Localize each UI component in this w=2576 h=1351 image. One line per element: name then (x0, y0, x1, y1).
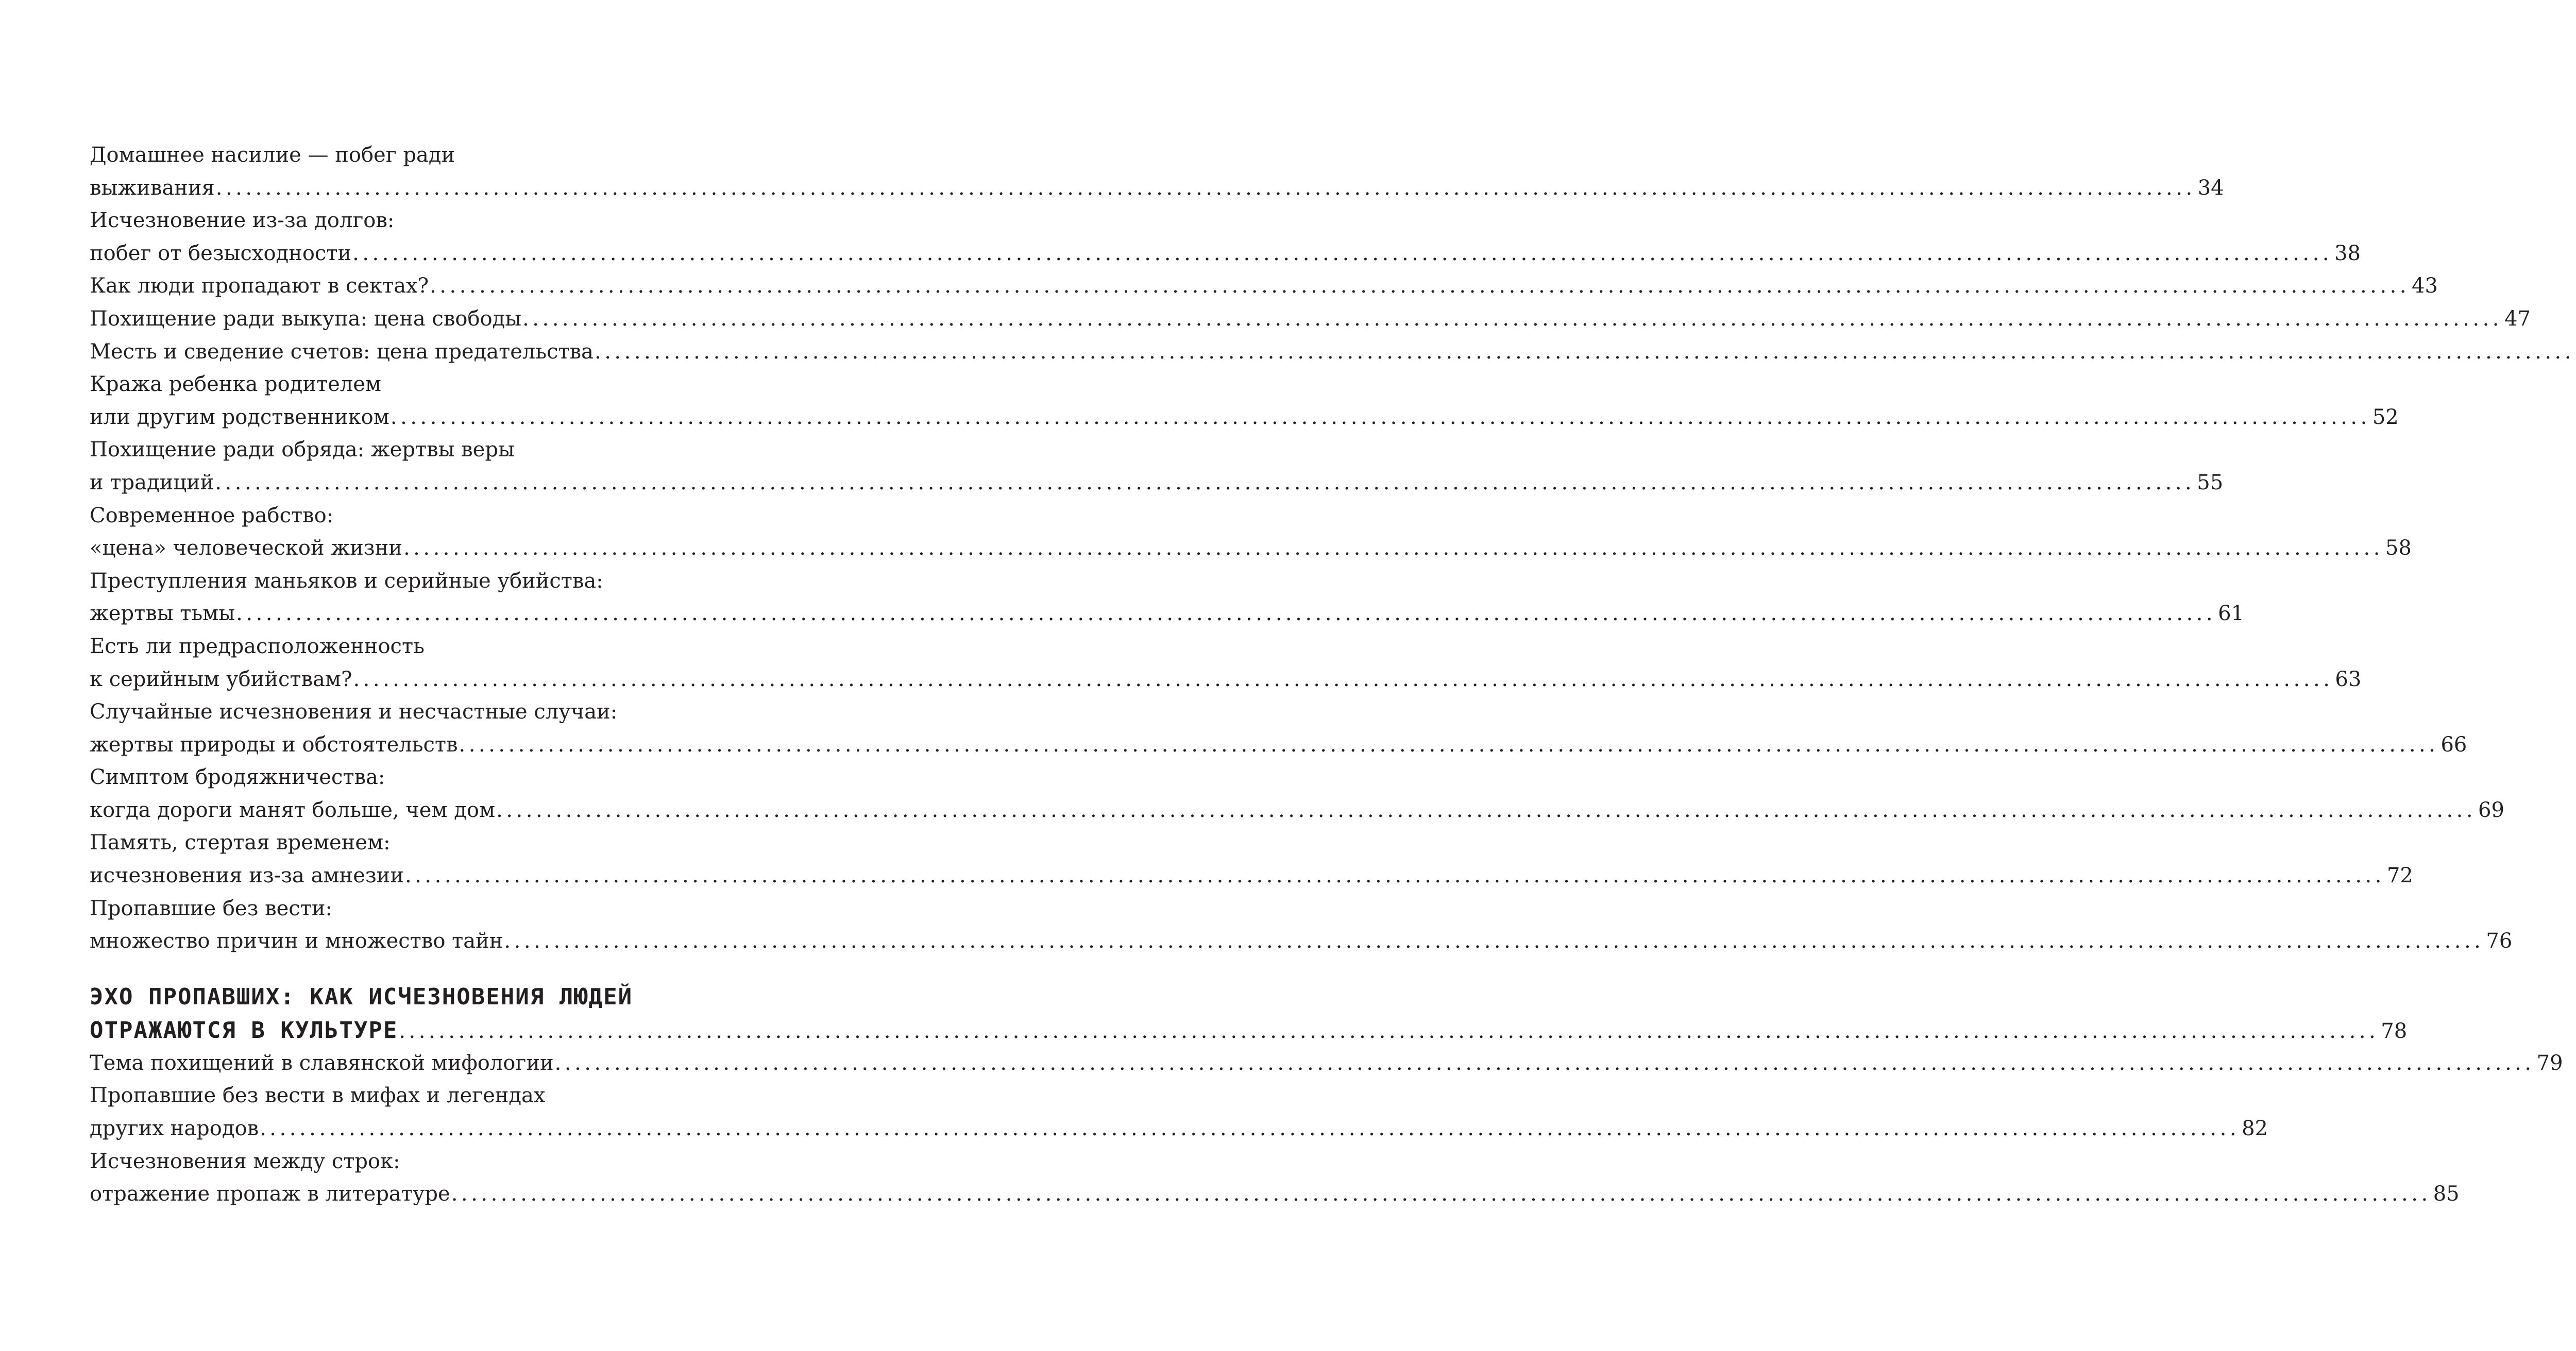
page-number: 72 (2386, 864, 2413, 888)
toc-entry[interactable] (90, 893, 2513, 958)
dot-leader: ........................................................................................................................................................................................................ (459, 732, 2439, 757)
page-number: 43 (2412, 274, 2438, 298)
page-number: 78 (2381, 1019, 2408, 1043)
entry-title-text: Похищение ради обряда: жертвы веры (90, 438, 515, 462)
toc-entry-last-line (90, 467, 2224, 500)
entry-title-text: к серийным убийствам? (90, 667, 352, 691)
page-number: 55 (2197, 470, 2224, 494)
page-number: 82 (2242, 1117, 2268, 1141)
page-number: 61 (2218, 602, 2245, 626)
toc-entry-last-line (90, 336, 2574, 369)
toc-heading-entry[interactable] (90, 980, 2408, 1047)
entry-title-text: жертвы природы и обстоятельств (90, 732, 458, 757)
toc-entry[interactable] (90, 368, 2399, 434)
toc-entry[interactable] (90, 630, 2362, 696)
page-number: 34 (2197, 176, 2224, 200)
dot-leader: ........................................................................................................................................................................................................ (236, 602, 2216, 626)
entry-title-text: Пропавшие без вести: (90, 896, 332, 920)
toc-entry[interactable] (90, 565, 2245, 630)
toc-entry[interactable] (90, 500, 2412, 565)
table-of-contents (90, 139, 2574, 1211)
toc-entry-last-line (90, 1178, 2460, 1211)
toc-entry[interactable] (90, 303, 2531, 336)
dot-leader: ........................................................................................................................................................................................................ (554, 1051, 2535, 1075)
dot-leader: ........................................................................................................................................................................................................ (215, 176, 2196, 200)
toc-entry-last-line (90, 1014, 2408, 1047)
dot-leader: ........................................................................................................................................................................................................ (215, 470, 2195, 494)
entry-title-text: «цена» человеческой жизни (90, 536, 402, 560)
entry-title-text: Преступления маньяков и серийные убийства: (90, 569, 603, 593)
entry-title-text: Как люди пропадают в сектах? (90, 274, 429, 298)
dot-leader: ........................................................................................................................................................................................................ (522, 306, 2503, 331)
toc-entry-last-line (90, 1047, 2563, 1080)
entry-title-text: Похищение ради выкупа: цена свободы (90, 306, 522, 331)
entry-title-text: Случайные исчезновения и несчастные случаи: (90, 700, 618, 724)
dot-leader: ........................................................................................................................................................................................................ (399, 1019, 2379, 1043)
entry-title-text: других народов (90, 1117, 259, 1141)
toc-entry-last-line (90, 597, 2245, 630)
section-gap (90, 958, 695, 980)
entry-title-text: выживания (90, 176, 215, 200)
toc-entry-last-line (90, 401, 2399, 434)
entry-title-text: Современное рабство: (90, 503, 334, 527)
page-number: 52 (2372, 405, 2399, 429)
page-number: 58 (2385, 536, 2412, 560)
entry-title-text: Исчезновение из-за долгов: (90, 209, 395, 233)
page-number: 85 (2433, 1182, 2460, 1206)
page-number: 38 (2334, 241, 2361, 265)
toc-entry[interactable] (90, 270, 2438, 303)
toc-entry-last-line (90, 729, 2467, 762)
entry-title-text: Исчезновения между строк: (90, 1149, 400, 1173)
dot-leader: ........................................................................................................................................................................................................ (430, 274, 2410, 298)
toc-entry[interactable] (90, 696, 2467, 761)
toc-entry[interactable] (90, 1145, 2460, 1211)
toc-entry-last-line (90, 172, 2224, 205)
dot-leader: ........................................................................................................................................................................................................ (595, 339, 2574, 364)
entry-title-text: отражение пропаж в литературе (90, 1182, 450, 1206)
toc-entry[interactable] (90, 204, 2361, 270)
toc-entry[interactable] (90, 827, 2413, 892)
entry-title-text: побег от безысходности (90, 241, 352, 265)
entry-title-text: и традиций (90, 470, 214, 494)
toc-group-2 (90, 1047, 2563, 1211)
toc-entry-last-line (90, 237, 2361, 270)
toc-entry-last-line (90, 270, 2438, 303)
page-number: 79 (2536, 1051, 2563, 1075)
toc-entry-last-line (90, 1113, 2268, 1145)
dot-leader: ........................................................................................................................................................................................................ (352, 241, 2333, 265)
dot-leader: ........................................................................................................................................................................................................ (504, 929, 2484, 953)
dot-leader: ........................................................................................................................................................................................................ (353, 667, 2333, 691)
dot-leader: ........................................................................................................................................................................................................ (405, 864, 2385, 888)
toc-group-1 (90, 139, 2574, 958)
entry-title-text: Тема похищений в славянской мифологии (90, 1051, 554, 1075)
toc-entry-last-line (90, 663, 2362, 696)
dot-leader: ........................................................................................................................................................................................................ (496, 798, 2477, 822)
page-number: 66 (2441, 732, 2467, 757)
entry-title-text: ЭХО ПРОПАВШИХ: КАК ИСЧЕЗНОВЕНИЯ ЛЮДЕЙ (90, 983, 633, 1010)
entry-title-text: множество причин и множество тайн (90, 929, 503, 953)
entry-title-text: Память, стертая временем: (90, 831, 391, 855)
toc-entry-last-line (90, 925, 2513, 958)
entry-title-text: Кража ребенка родителем (90, 372, 381, 397)
toc-entry-last-line (90, 794, 2504, 827)
page-number: 76 (2486, 929, 2513, 953)
toc-entry[interactable] (90, 336, 2574, 369)
entry-title-text: Пропавшие без вести в мифах и легендах (90, 1084, 546, 1108)
dot-leader: ........................................................................................................................................................................................................ (403, 536, 2383, 560)
entry-title-text: Месть и сведение счетов: цена предательства (90, 339, 594, 364)
page-number: 63 (2335, 667, 2362, 691)
page-number: 69 (2478, 798, 2504, 822)
toc-entry-last-line (90, 303, 2531, 336)
dot-leader: ........................................................................................................................................................................................................ (260, 1117, 2240, 1141)
toc-section-heading[interactable] (90, 980, 2408, 1047)
entry-title-text: Есть ли предрасположенность (90, 634, 425, 658)
toc-entry[interactable] (90, 434, 2224, 499)
dot-leader: ........................................................................................................................................................................................................ (451, 1182, 2431, 1206)
toc-entry[interactable] (90, 139, 2224, 204)
dot-leader: ........................................................................................................................................................................................................ (390, 405, 2370, 429)
entry-title-text: или другим родственником (90, 405, 389, 429)
entry-title-text: жертвы тьмы (90, 602, 235, 626)
entry-title-text: когда дороги манят больше, чем дом (90, 798, 496, 822)
toc-entry[interactable] (90, 1047, 2563, 1080)
toc-entry-last-line (90, 532, 2412, 565)
entry-title-text: исчезновения из-за амнезии (90, 864, 404, 888)
entry-title-text: Домашнее насилие — побег ради (90, 143, 455, 167)
entry-title-text: Симптом бродяжничества: (90, 765, 385, 790)
toc-entry[interactable] (90, 761, 2504, 827)
page-number: 47 (2504, 306, 2531, 331)
toc-entry-last-line (90, 860, 2413, 893)
entry-title-text: ОТРАЖАЮТСЯ В КУЛЬТУРЕ (90, 1017, 398, 1044)
toc-entry[interactable] (90, 1080, 2268, 1145)
